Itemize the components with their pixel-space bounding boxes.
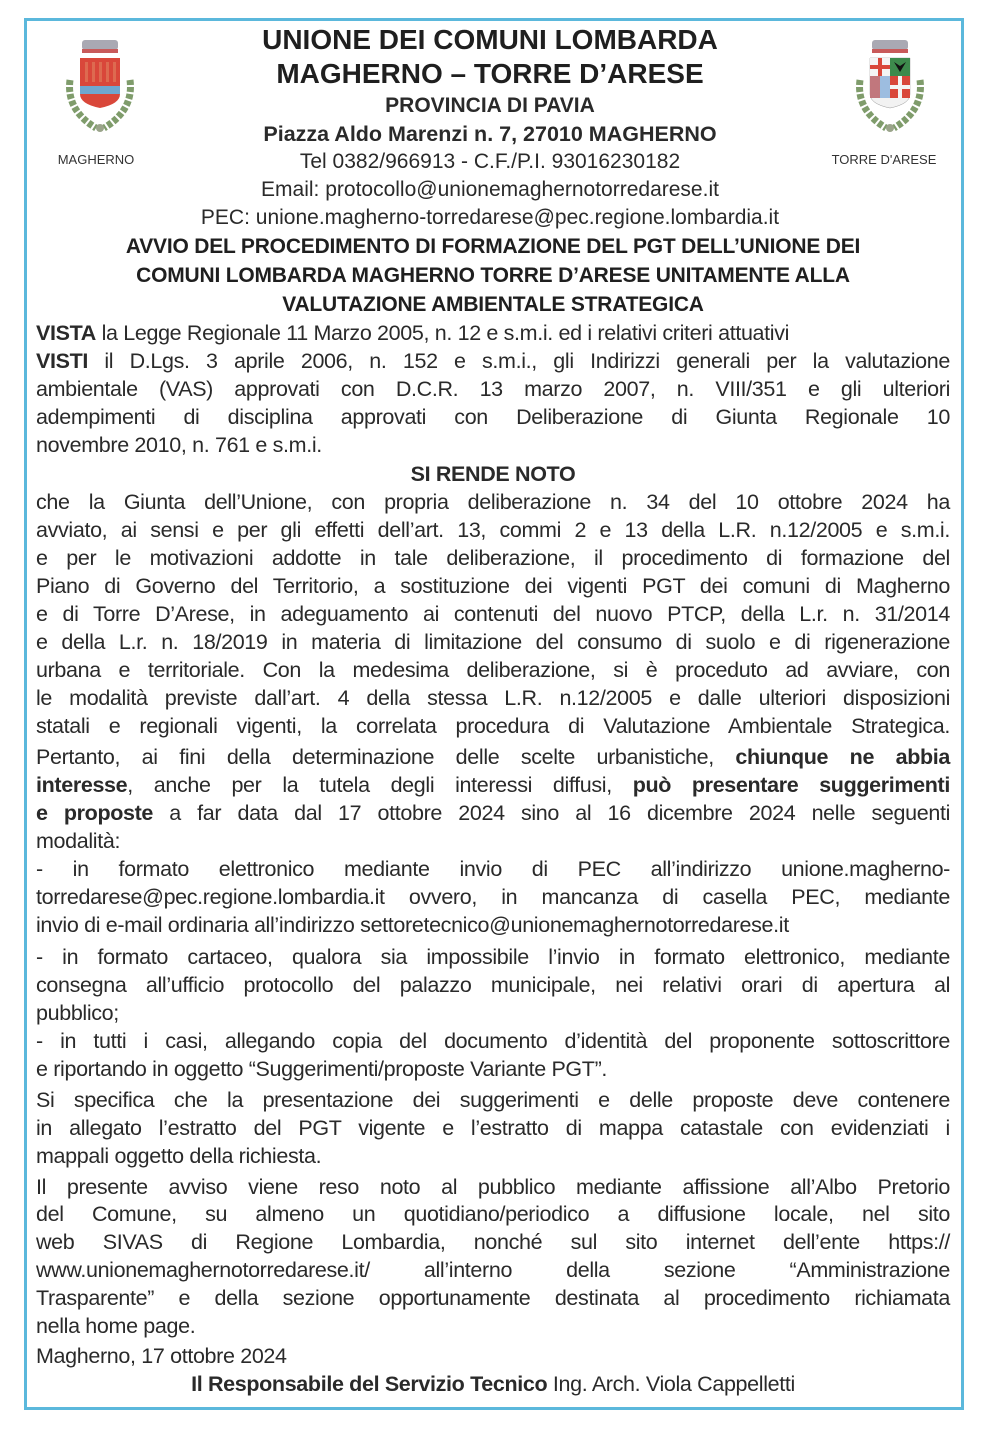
- body-line: invio di e-mail ordinaria all’indirizzo settoretecnico@unionemaghernotorredarese.it: [36, 913, 789, 937]
- body-line: avviato, ai sensi e per gli effetti dell’art. 13, commi 2 e 13 della L.R. n.12/2005 e s.m.i.: [36, 518, 950, 542]
- body-line: Trasparente” e della sezione opportunamente destinata al procedimento richiamata: [36, 1286, 950, 1310]
- signer-name: Ing. Arch. Viola Cappelletti: [547, 1372, 795, 1396]
- vista-label: VISTA: [36, 321, 96, 345]
- visti-label: VISTI: [36, 349, 89, 373]
- left-crest-label: MAGHERNO: [57, 152, 135, 167]
- bold-phrase: interesse: [36, 773, 128, 797]
- bold-phrase: può presentare suggerimenti: [632, 773, 950, 797]
- body-line: e della L.r. n. 18/2019 in materia di limitazione del consumo di suolo e di rigenerazione: [36, 630, 950, 654]
- signer-role: Il Responsabile del Servizio Tecnico: [191, 1372, 548, 1396]
- body-line: del Comune, su almeno un quotidiano/periodico a diffusione locale, nel sito: [36, 1202, 950, 1226]
- body-line: e per le motivazioni addotte in tale deliberazione, il procedimento di formazione del: [36, 546, 950, 570]
- preamble-visti: VISTI il D.Lgs. 3 aprile 2006, n. 152 e s.m.i., gli Indirizzi generali per la valutazione: [36, 349, 950, 373]
- body-line: interesse, anche per la tutela degli interessi diffusi, può presentare suggerimenti: [36, 773, 950, 797]
- body-line: - in formato elettronico mediante invio di PEC all’indirizzo unione.magherno-: [36, 857, 950, 881]
- body-line: Pertanto, ai fini della determinazione delle scelte urbanistiche, chiunque ne abbia: [36, 745, 951, 769]
- body-line: e di Torre D’Arese, in adeguamento ai contenuti del nuovo PTCP, della L.r. n. 31/2014: [36, 602, 950, 626]
- body-line: torredarese@pec.regione.lombardia.it ovvero, in mancanza di casella PEC, mediante: [36, 885, 950, 909]
- preamble-line: novembre 2010, n. 761 e s.m.i.: [36, 433, 322, 457]
- notice-title-line1: AVVIO DEL PROCEDIMENTO DI FORMAZIONE DEL PGT DELL’UNIONE DEI: [125, 235, 861, 258]
- body-line: - in tutti i casi, allegando copia del documento d’identità del proponente sottoscrittore: [36, 1029, 950, 1053]
- place-date: Magherno, 17 ottobre 2024: [36, 1344, 287, 1368]
- body-line: le modalità previste dall’art. 4 della stessa L.R. n.12/2005 e dalle ulteriori disposizioni: [36, 686, 950, 710]
- body-line: Si specifica che la presentazione dei suggerimenti e delle proposte deve contenere: [36, 1088, 950, 1112]
- body-line: consegna all’ufficio protocollo del palazzo municipale, nei relativi orari di apertura al: [36, 973, 950, 997]
- signature-line: [36, 1370, 950, 1398]
- notice-title-line3: VALUTAZIONE AMBIENTALE STRATEGICA: [282, 293, 704, 316]
- body-line: Piano di Governo del Territorio, a sostituzione dei vigenti PGT dei comuni di Magherno: [36, 574, 950, 598]
- body-line: pubblico;: [36, 1001, 119, 1025]
- preamble-line: ambientale (VAS) approvati con D.C.R. 13 marzo 2007, n. VIII/351 e gli ulteriori: [36, 377, 950, 401]
- body-line: www.unionemaghernotorredarese.it/ all’interno della sezione “Amministrazione: [36, 1258, 950, 1282]
- body-line: statali e regionali vigenti, la correlata procedura di Valutazione Ambientale Strategica.: [36, 714, 950, 738]
- preamble-vista: VISTA la Legge Regionale 11 Marzo 2005, n. 12 e s.m.i. ed i relativi criteri attuativi: [36, 321, 790, 345]
- notice-title-line2: COMUNI LOMBARDA MAGHERNO TORRE D’ARESE UNITAMENTE ALLA: [136, 264, 850, 287]
- torre-darese-crest-icon: [844, 36, 936, 148]
- body-line: Il presente avviso viene reso noto al pubblico mediante affissione all’Albo Pretorio: [36, 1175, 950, 1199]
- body-line: in allegato l’estratto del PGT vigente e l’estratto di mappa catastale con evidenziati i: [36, 1116, 950, 1140]
- preamble-line: adempimenti di disciplina approvati con Deliberazione di Giunta Regionale 10: [36, 405, 950, 429]
- si-rende-noto-heading: SI RENDE NOTO: [410, 462, 576, 486]
- magherno-crest-icon: [54, 36, 146, 148]
- body-line: web SIVAS di Regione Lombardia, nonché sul sito internet dell’ente https://: [36, 1230, 950, 1254]
- org-name-line1: UNIONE DEI COMUNI LOMBARDA: [262, 24, 718, 55]
- org-name-line2: MAGHERNO – TORRE D’ARESE: [276, 58, 704, 89]
- bold-phrase: chiunque ne abbia: [735, 745, 951, 769]
- body-line: nella home page.: [36, 1314, 196, 1338]
- pec-address: PEC: unione.magherno-torredarese@pec.regione.lombardia.it: [200, 206, 780, 229]
- right-crest-label: TORRE D'ARESE: [831, 152, 937, 167]
- body-line: mappali oggetto della richiesta.: [36, 1144, 322, 1168]
- body-line: - in formato cartaceo, qualora sia impossibile l’invio in formato elettronico, mediante: [36, 945, 950, 969]
- body-line: che la Giunta dell’Unione, con propria deliberazione n. 34 del 10 ottobre 2024 ha: [36, 490, 950, 514]
- province: PROVINCIA DI PAVIA: [385, 94, 595, 117]
- bold-phrase: e proposte: [36, 801, 154, 825]
- email: Email: protocollo@unionemaghernotorredarese.it: [261, 178, 719, 201]
- body-line: urbana e territoriale. Con la medesima deliberazione, si è proceduto ad avviare, con: [36, 658, 950, 682]
- address: Piazza Aldo Marenzi n. 7, 27010 MAGHERNO: [263, 122, 717, 146]
- body-line: e proposte a far data dal 17 ottobre 2024 sino al 16 dicembre 2024 nelle seguenti: [36, 801, 950, 825]
- body-line: e riportando in oggetto “Suggerimenti/proposte Variante PGT”.: [36, 1057, 608, 1081]
- body-line: modalità:: [36, 829, 121, 853]
- tel-vat: Tel 0382/966913 - C.F./P.I. 93016230182: [299, 150, 681, 173]
